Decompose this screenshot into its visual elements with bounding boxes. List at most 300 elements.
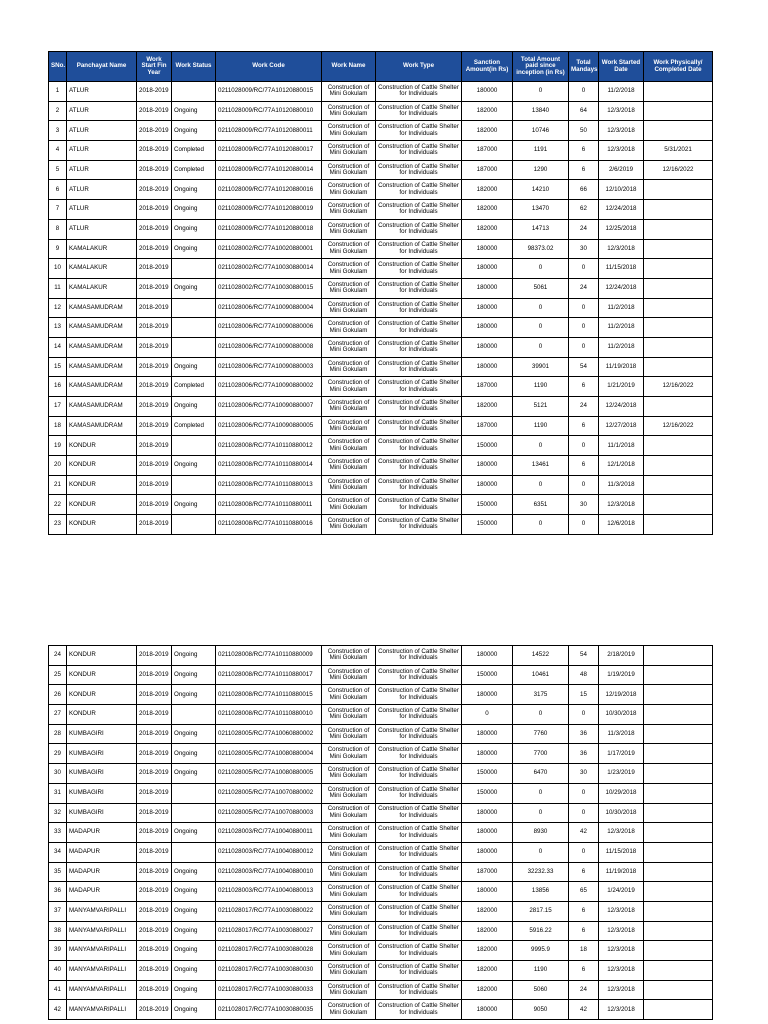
header-work-started-date: Work Started Date [599, 52, 644, 82]
cell-work-name: Construction of Mini Gokulam [322, 665, 376, 685]
table-row [49, 705, 713, 725]
cell-mandays: 24 [569, 219, 599, 239]
cell-panchayat-name: ATLUR [67, 82, 137, 102]
cell-completed-date [644, 200, 713, 220]
cell-panchayat-name: KAMASAMUDRAM [67, 337, 137, 357]
cell-fin-year: 2018-2019 [137, 357, 172, 377]
cell-panchayat-name: MANYAMVARIPALLI [67, 921, 137, 941]
cell-total-paid: 1190 [513, 416, 569, 436]
table-row [49, 180, 713, 200]
cell-sanction-amount: 180000 [462, 278, 513, 298]
cell-sanction-amount: 150000 [462, 665, 513, 685]
cell-started-date: 1/19/2019 [599, 665, 644, 685]
cell-panchayat-name: KONDUR [67, 436, 137, 456]
cell-sno: 24 [49, 646, 67, 666]
header-work-name: Work Name [322, 52, 376, 82]
cell-started-date: 1/24/2019 [599, 882, 644, 902]
cell-work-name: Construction of Mini Gokulam [322, 495, 376, 515]
cell-work-status: Ongoing [172, 882, 216, 902]
cell-work-name: Construction of Mini Gokulam [322, 941, 376, 961]
cell-started-date: 10/30/2018 [599, 803, 644, 823]
cell-fin-year: 2018-2019 [137, 921, 172, 941]
table-row [49, 219, 713, 239]
cell-mandays: 0 [569, 82, 599, 102]
cell-work-status: Ongoing [172, 744, 216, 764]
cell-fin-year: 2018-2019 [137, 665, 172, 685]
table-row [49, 842, 713, 862]
cell-work-code: 0211028005/RC/77A10080880004 [216, 744, 322, 764]
cell-work-type: Construction of Cattle Shelter for Individuals [376, 436, 462, 456]
cell-work-status: Ongoing [172, 495, 216, 515]
cell-work-name: Construction of Mini Gokulam [322, 337, 376, 357]
cell-work-code: 0211028006/RC/77A10090880008 [216, 337, 322, 357]
cell-panchayat-name: MANYAMVARIPALLI [67, 941, 137, 961]
cell-completed-date [644, 665, 713, 685]
cell-sno: 20 [49, 456, 67, 476]
cell-sno: 12 [49, 298, 67, 318]
cell-work-type: Construction of Cattle Shelter for Individuals [376, 141, 462, 161]
cell-work-status: Ongoing [172, 397, 216, 417]
cell-work-status: Ongoing [172, 278, 216, 298]
cell-work-name: Construction of Mini Gokulam [322, 646, 376, 666]
cell-work-status: Completed [172, 377, 216, 397]
cell-mandays: 0 [569, 298, 599, 318]
cell-total-paid: 0 [513, 475, 569, 495]
cell-panchayat-name: ATLUR [67, 160, 137, 180]
header-work-code: Work Code [216, 52, 322, 82]
cell-mandays: 0 [569, 842, 599, 862]
cell-sno: 29 [49, 744, 67, 764]
cell-sanction-amount: 150000 [462, 436, 513, 456]
cell-mandays: 48 [569, 665, 599, 685]
cell-work-name: Construction of Mini Gokulam [322, 901, 376, 921]
cell-started-date: 12/6/2018 [599, 515, 644, 535]
cell-panchayat-name: KONDUR [67, 475, 137, 495]
cell-sanction-amount: 180000 [462, 357, 513, 377]
cell-work-status: Ongoing [172, 685, 216, 705]
cell-work-code: 0211028005/RC/77A10070880002 [216, 783, 322, 803]
cell-completed-date [644, 82, 713, 102]
cell-sanction-amount: 182000 [462, 397, 513, 417]
cell-sno: 15 [49, 357, 67, 377]
cell-sno: 26 [49, 685, 67, 705]
cell-total-paid: 1190 [513, 377, 569, 397]
cell-work-name: Construction of Mini Gokulam [322, 475, 376, 495]
cell-sanction-amount: 182000 [462, 200, 513, 220]
cell-completed-date [644, 515, 713, 535]
cell-started-date: 2/6/2019 [599, 160, 644, 180]
cell-total-paid: 5916.22 [513, 921, 569, 941]
cell-work-name: Construction of Mini Gokulam [322, 803, 376, 823]
cell-total-paid: 6351 [513, 495, 569, 515]
cell-fin-year: 2018-2019 [137, 160, 172, 180]
cell-work-status: Ongoing [172, 823, 216, 843]
cell-work-status: Ongoing [172, 357, 216, 377]
cell-work-type: Construction of Cattle Shelter for Individuals [376, 882, 462, 902]
cell-work-status: Ongoing [172, 862, 216, 882]
cell-mandays: 15 [569, 685, 599, 705]
table-row [49, 901, 713, 921]
cell-work-status [172, 803, 216, 823]
table-row [49, 744, 713, 764]
cell-work-type: Construction of Cattle Shelter for Individuals [376, 495, 462, 515]
cell-sno: 17 [49, 397, 67, 417]
table-row [49, 921, 713, 941]
cell-started-date: 12/24/2018 [599, 397, 644, 417]
cell-work-type: Construction of Cattle Shelter for Individuals [376, 961, 462, 981]
cell-started-date: 12/3/2018 [599, 941, 644, 961]
cell-sno: 30 [49, 764, 67, 784]
cell-mandays: 6 [569, 456, 599, 476]
cell-started-date: 11/2/2018 [599, 298, 644, 318]
cell-sanction-amount: 180000 [462, 803, 513, 823]
cell-work-name: Construction of Mini Gokulam [322, 416, 376, 436]
cell-started-date: 11/3/2018 [599, 475, 644, 495]
cell-panchayat-name: KAMASAMUDRAM [67, 397, 137, 417]
cell-sanction-amount: 182000 [462, 180, 513, 200]
cell-completed-date [644, 823, 713, 843]
cell-work-type: Construction of Cattle Shelter for Individuals [376, 397, 462, 417]
cell-work-code: 0211028017/RC/77A10030880033 [216, 980, 322, 1000]
cell-total-paid: 14713 [513, 219, 569, 239]
cell-sno: 10 [49, 259, 67, 279]
cell-work-status: Ongoing [172, 219, 216, 239]
table-row [49, 239, 713, 259]
cell-work-code: 0211028009/RC/77A10120880014 [216, 160, 322, 180]
cell-total-paid: 0 [513, 318, 569, 338]
cell-work-name: Construction of Mini Gokulam [322, 961, 376, 981]
cell-completed-date [644, 219, 713, 239]
cell-work-type: Construction of Cattle Shelter for Individuals [376, 377, 462, 397]
cell-sanction-amount: 150000 [462, 783, 513, 803]
cell-panchayat-name: MANYAMVARIPALLI [67, 980, 137, 1000]
cell-panchayat-name: KUMBAGIRI [67, 764, 137, 784]
cell-completed-date [644, 646, 713, 666]
table-row [49, 101, 713, 121]
header-sno: SNo. [49, 52, 67, 82]
cell-work-name: Construction of Mini Gokulam [322, 82, 376, 102]
cell-fin-year: 2018-2019 [137, 397, 172, 417]
cell-work-name: Construction of Mini Gokulam [322, 921, 376, 941]
cell-work-status: Ongoing [172, 101, 216, 121]
cell-sno: 31 [49, 783, 67, 803]
cell-fin-year: 2018-2019 [137, 239, 172, 259]
table-row [49, 456, 713, 476]
table-row [49, 665, 713, 685]
cell-work-status: Ongoing [172, 456, 216, 476]
cell-sanction-amount: 182000 [462, 219, 513, 239]
cell-work-type: Construction of Cattle Shelter for Individuals [376, 515, 462, 535]
cell-work-code: 0211028009/RC/77A10120880011 [216, 121, 322, 141]
cell-work-name: Construction of Mini Gokulam [322, 141, 376, 161]
cell-work-name: Construction of Mini Gokulam [322, 724, 376, 744]
table-row [49, 783, 713, 803]
cell-fin-year: 2018-2019 [137, 764, 172, 784]
cell-work-status: Ongoing [172, 239, 216, 259]
cell-work-code: 0211028006/RC/77A10090880005 [216, 416, 322, 436]
cell-work-code: 0211028017/RC/77A10030880030 [216, 961, 322, 981]
cell-started-date: 12/3/2018 [599, 141, 644, 161]
cell-work-type: Construction of Cattle Shelter for Individuals [376, 456, 462, 476]
cell-panchayat-name: KUMBAGIRI [67, 724, 137, 744]
cell-sanction-amount: 187000 [462, 160, 513, 180]
cell-work-status: Ongoing [172, 180, 216, 200]
cell-panchayat-name: MANYAMVARIPALLI [67, 1000, 137, 1020]
cell-completed-date: 5/31/2021 [644, 141, 713, 161]
cell-completed-date [644, 842, 713, 862]
cell-work-code: 0211028009/RC/77A10120880017 [216, 141, 322, 161]
cell-completed-date [644, 180, 713, 200]
table-row [49, 357, 713, 377]
table-row [49, 475, 713, 495]
cell-sanction-amount: 180000 [462, 685, 513, 705]
table-row [49, 416, 713, 436]
cell-fin-year: 2018-2019 [137, 456, 172, 476]
cell-mandays: 24 [569, 278, 599, 298]
cell-sno: 37 [49, 901, 67, 921]
cell-work-name: Construction of Mini Gokulam [322, 101, 376, 121]
cell-fin-year: 2018-2019 [137, 1000, 172, 1020]
cell-panchayat-name: KONDUR [67, 685, 137, 705]
cell-panchayat-name: KUMBAGIRI [67, 783, 137, 803]
cell-total-paid: 98373.02 [513, 239, 569, 259]
cell-total-paid: 14522 [513, 646, 569, 666]
cell-completed-date [644, 961, 713, 981]
cell-sno: 21 [49, 475, 67, 495]
cell-work-code: 0211028008/RC/77A10110880014 [216, 456, 322, 476]
cell-total-paid: 0 [513, 337, 569, 357]
table-row [49, 724, 713, 744]
cell-sanction-amount: 182000 [462, 121, 513, 141]
cell-work-code: 0211028009/RC/77A10120880018 [216, 219, 322, 239]
cell-completed-date [644, 259, 713, 279]
cell-fin-year: 2018-2019 [137, 475, 172, 495]
cell-fin-year: 2018-2019 [137, 377, 172, 397]
cell-mandays: 0 [569, 803, 599, 823]
cell-work-code: 0211028008/RC/77A10110880010 [216, 705, 322, 725]
cell-work-code: 0211028002/RC/77A10020880001 [216, 239, 322, 259]
cell-work-name: Construction of Mini Gokulam [322, 259, 376, 279]
cell-fin-year: 2018-2019 [137, 495, 172, 515]
cell-started-date: 12/3/2018 [599, 901, 644, 921]
cell-completed-date [644, 278, 713, 298]
cell-completed-date [644, 436, 713, 456]
cell-total-paid: 13470 [513, 200, 569, 220]
cell-work-code: 0211028003/RC/77A10040880010 [216, 862, 322, 882]
cell-sno: 5 [49, 160, 67, 180]
header-sanction-amount: Sanction Amount(in Rs) [462, 52, 513, 82]
table-row [49, 980, 713, 1000]
cell-sanction-amount: 187000 [462, 141, 513, 161]
cell-mandays: 24 [569, 980, 599, 1000]
cell-work-name: Construction of Mini Gokulam [322, 823, 376, 843]
header-work-start-fin-year: Work Start Fin Year [137, 52, 172, 82]
cell-work-status [172, 436, 216, 456]
cell-sanction-amount: 180000 [462, 724, 513, 744]
cell-work-name: Construction of Mini Gokulam [322, 436, 376, 456]
cell-started-date: 12/24/2018 [599, 278, 644, 298]
table-row [49, 764, 713, 784]
cell-work-status: Ongoing [172, 200, 216, 220]
table-row [49, 397, 713, 417]
cell-fin-year: 2018-2019 [137, 82, 172, 102]
cell-work-name: Construction of Mini Gokulam [322, 318, 376, 338]
cell-panchayat-name: KONDUR [67, 665, 137, 685]
cell-completed-date [644, 475, 713, 495]
cell-started-date: 12/3/2018 [599, 823, 644, 843]
cell-mandays: 18 [569, 941, 599, 961]
cell-fin-year: 2018-2019 [137, 862, 172, 882]
cell-work-name: Construction of Mini Gokulam [322, 685, 376, 705]
cell-work-status [172, 259, 216, 279]
cell-total-paid: 13840 [513, 101, 569, 121]
works-table-bottom [48, 645, 713, 1020]
cell-work-status [172, 705, 216, 725]
cell-panchayat-name: KAMALAKUR [67, 239, 137, 259]
cell-sno: 41 [49, 980, 67, 1000]
cell-total-paid: 9050 [513, 1000, 569, 1020]
cell-started-date: 12/3/2018 [599, 101, 644, 121]
header-work-status: Work Status [172, 52, 216, 82]
cell-sno: 28 [49, 724, 67, 744]
cell-started-date: 11/1/2018 [599, 436, 644, 456]
cell-fin-year: 2018-2019 [137, 337, 172, 357]
cell-work-name: Construction of Mini Gokulam [322, 357, 376, 377]
cell-work-code: 0211028003/RC/77A10040880013 [216, 882, 322, 902]
cell-work-type: Construction of Cattle Shelter for Individuals [376, 278, 462, 298]
cell-mandays: 66 [569, 180, 599, 200]
cell-mandays: 30 [569, 495, 599, 515]
cell-panchayat-name: KAMALAKUR [67, 278, 137, 298]
cell-sanction-amount: 180000 [462, 646, 513, 666]
cell-work-name: Construction of Mini Gokulam [322, 783, 376, 803]
cell-total-paid: 5060 [513, 980, 569, 1000]
cell-fin-year: 2018-2019 [137, 278, 172, 298]
cell-sno: 40 [49, 961, 67, 981]
cell-mandays: 30 [569, 239, 599, 259]
cell-total-paid: 9995.9 [513, 941, 569, 961]
cell-work-code: 0211028006/RC/77A10090880006 [216, 318, 322, 338]
cell-sanction-amount: 180000 [462, 1000, 513, 1020]
cell-work-code: 0211028003/RC/77A10040880012 [216, 842, 322, 862]
cell-sno: 16 [49, 377, 67, 397]
cell-panchayat-name: KONDUR [67, 646, 137, 666]
cell-sno: 38 [49, 921, 67, 941]
cell-sno: 39 [49, 941, 67, 961]
cell-work-name: Construction of Mini Gokulam [322, 862, 376, 882]
cell-completed-date [644, 121, 713, 141]
cell-work-name: Construction of Mini Gokulam [322, 980, 376, 1000]
table-row [49, 278, 713, 298]
cell-sanction-amount: 180000 [462, 259, 513, 279]
cell-total-paid: 0 [513, 436, 569, 456]
cell-work-status: Ongoing [172, 921, 216, 941]
cell-mandays: 0 [569, 475, 599, 495]
table-body-top [49, 82, 713, 535]
cell-work-code: 0211028017/RC/77A10030880022 [216, 901, 322, 921]
cell-work-code: 0211028006/RC/77A10090880007 [216, 397, 322, 417]
cell-work-type: Construction of Cattle Shelter for Individuals [376, 318, 462, 338]
cell-total-paid: 1190 [513, 961, 569, 981]
cell-sno: 22 [49, 495, 67, 515]
cell-work-status: Ongoing [172, 980, 216, 1000]
cell-panchayat-name: KAMASAMUDRAM [67, 318, 137, 338]
cell-sno: 11 [49, 278, 67, 298]
cell-work-code: 0211028006/RC/77A10090880003 [216, 357, 322, 377]
cell-work-code: 0211028008/RC/77A10110880011 [216, 495, 322, 515]
cell-sanction-amount: 182000 [462, 980, 513, 1000]
cell-work-type: Construction of Cattle Shelter for Individuals [376, 764, 462, 784]
cell-sanction-amount: 182000 [462, 941, 513, 961]
cell-mandays: 62 [569, 200, 599, 220]
cell-sno: 7 [49, 200, 67, 220]
cell-total-paid: 3175 [513, 685, 569, 705]
cell-completed-date [644, 101, 713, 121]
cell-total-paid: 10746 [513, 121, 569, 141]
cell-fin-year: 2018-2019 [137, 101, 172, 121]
cell-completed-date [644, 882, 713, 902]
table-row [49, 200, 713, 220]
cell-started-date: 2/18/2019 [599, 646, 644, 666]
cell-sno: 32 [49, 803, 67, 823]
cell-work-name: Construction of Mini Gokulam [322, 298, 376, 318]
cell-fin-year: 2018-2019 [137, 901, 172, 921]
header-total-mandays: Total Mandays [569, 52, 599, 82]
cell-started-date: 12/1/2018 [599, 456, 644, 476]
cell-work-code: 0211028009/RC/77A10120880019 [216, 200, 322, 220]
cell-panchayat-name: KONDUR [67, 515, 137, 535]
cell-work-code: 0211028003/RC/77A10040880011 [216, 823, 322, 843]
cell-sno: 1 [49, 82, 67, 102]
cell-started-date: 11/19/2018 [599, 862, 644, 882]
cell-started-date: 12/3/2018 [599, 921, 644, 941]
cell-work-type: Construction of Cattle Shelter for Individuals [376, 921, 462, 941]
cell-total-paid: 5061 [513, 278, 569, 298]
cell-mandays: 0 [569, 318, 599, 338]
cell-panchayat-name: KAMASAMUDRAM [67, 357, 137, 377]
cell-sanction-amount: 180000 [462, 744, 513, 764]
cell-work-status [172, 318, 216, 338]
cell-sanction-amount: 182000 [462, 901, 513, 921]
cell-started-date: 11/3/2018 [599, 724, 644, 744]
table-row [49, 141, 713, 161]
cell-work-code: 0211028006/RC/77A10090880004 [216, 298, 322, 318]
cell-fin-year: 2018-2019 [137, 724, 172, 744]
cell-work-type: Construction of Cattle Shelter for Individuals [376, 357, 462, 377]
cell-work-type: Construction of Cattle Shelter for Individuals [376, 337, 462, 357]
header-panchayat-name: Panchayat Name [67, 52, 137, 82]
cell-work-name: Construction of Mini Gokulam [322, 744, 376, 764]
cell-work-status: Ongoing [172, 941, 216, 961]
cell-total-paid: 1191 [513, 141, 569, 161]
cell-work-code: 0211028009/RC/77A10120880016 [216, 180, 322, 200]
cell-fin-year: 2018-2019 [137, 842, 172, 862]
cell-fin-year: 2018-2019 [137, 259, 172, 279]
cell-panchayat-name: KAMASAMUDRAM [67, 416, 137, 436]
cell-work-code: 0211028008/RC/77A10110880012 [216, 436, 322, 456]
cell-work-status: Ongoing [172, 665, 216, 685]
table-row [49, 318, 713, 338]
cell-work-type: Construction of Cattle Shelter for Individuals [376, 160, 462, 180]
cell-panchayat-name: ATLUR [67, 219, 137, 239]
cell-mandays: 0 [569, 783, 599, 803]
cell-started-date: 12/3/2018 [599, 495, 644, 515]
cell-sno: 36 [49, 882, 67, 902]
cell-work-type: Construction of Cattle Shelter for Individuals [376, 82, 462, 102]
table-row [49, 298, 713, 318]
cell-sanction-amount: 182000 [462, 961, 513, 981]
cell-fin-year: 2018-2019 [137, 823, 172, 843]
